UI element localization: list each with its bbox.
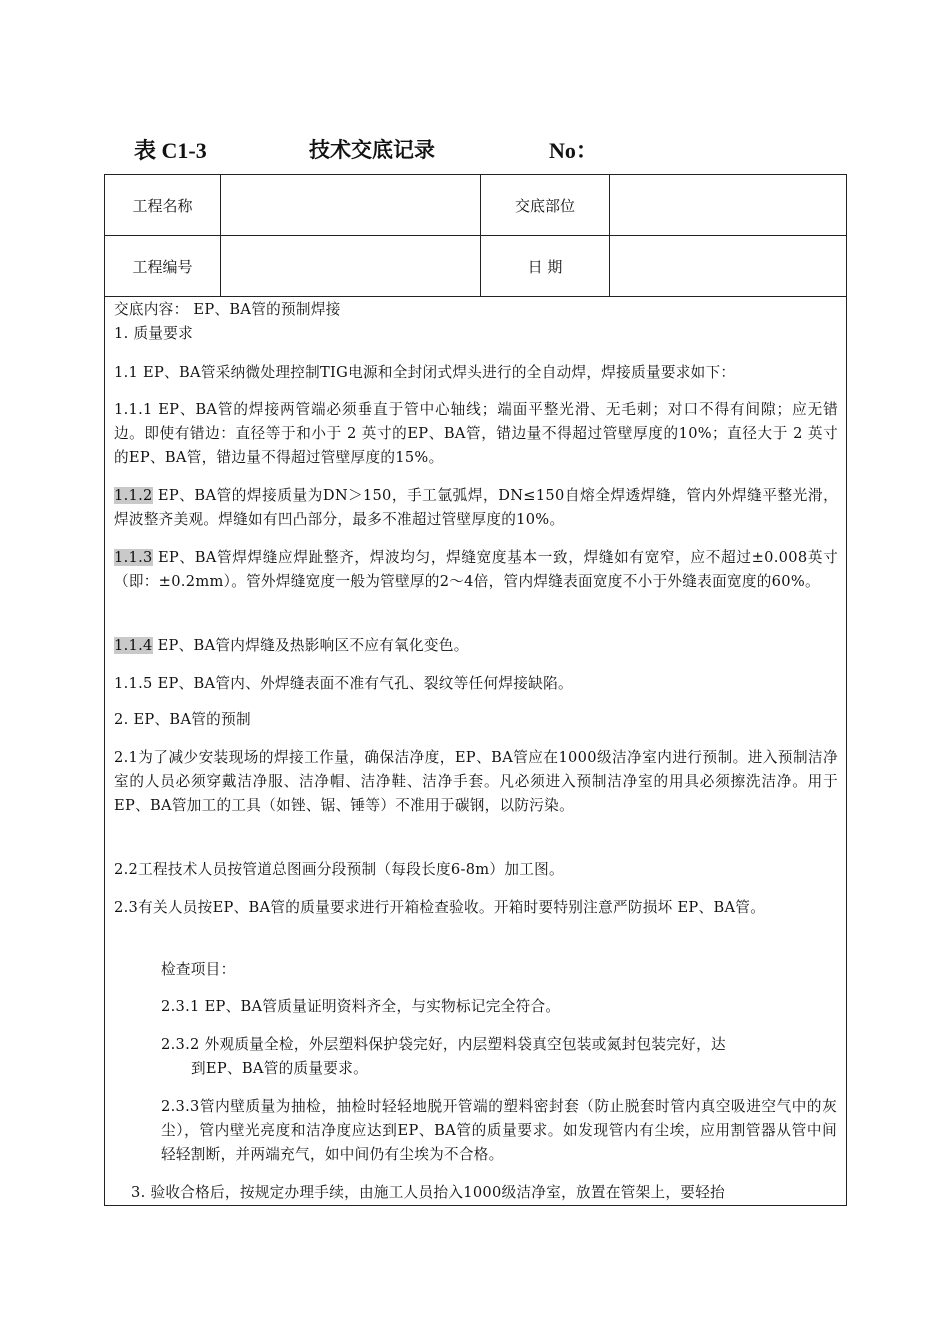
section-3-paragraph: 3. 验收合格后，按规定办理手续，由施工人员抬入1000级洁净室，放置在管架上，要轻抬 <box>131 1184 725 1201</box>
date-label: 日 期 <box>481 236 610 297</box>
paragraph-2-3-3: 2.3.3管内壁质量为抽检，抽检时轻轻地脱开管端的塑料密封套（防止脱套时管内真空吸进空气中的灰尘），管内壁光亮度和洁净度应达到EP、BA管的质量要求。如发现管内有尘埃，应用割管器从管中间轻轻割断，并两端充气，如中间仍有尘埃为不合格。 <box>161 1098 837 1163</box>
paragraph-1-1-4 <box>114 634 838 658</box>
paragraph-text: EP、BA管内焊缝及热影响区不应有氧化变色。 <box>152 637 469 654</box>
header-row-1 <box>105 175 847 236</box>
paragraph-1-1-5: 1.1.5 EP、BA管内、外焊缝表面不准有气孔、裂纹等任何焊接缺陷。 <box>114 675 573 692</box>
section-1-heading: 1. 质量要求 <box>114 325 194 342</box>
date-field[interactable] <box>610 236 847 297</box>
paragraph-2-2: 2.2工程技术人员按管道总图画分段预制（每段长度6-8m）加工图。 <box>114 861 564 878</box>
record-number-label: No： <box>549 138 598 163</box>
highlight-number: 1.1.2 <box>114 487 153 504</box>
paragraph-1-1-3 <box>114 546 838 594</box>
paragraph-text: EP、BA管焊焊缝应焊趾整齐，焊波均匀，焊缝宽度基本一致，焊缝如有宽窄，应不超过±0.008英寸（即：±0.2mm）。管外焊缝宽度一般为管壁厚的2～4倍，管内焊缝表面宽度不小于外缝表面宽度的60%。 <box>114 549 838 590</box>
form-code: 表 C1-3 <box>134 138 207 163</box>
paragraph-2-3-2 <box>161 1033 837 1081</box>
paragraph-line-1: 2.3.2 外观质量全检，外层塑料保护袋完好，内层塑料袋真空包装或氮封包装完好，达 <box>161 1036 726 1053</box>
paragraph-text: EP、BA管的焊接质量为DN＞150，手工氩弧焊，DN≤150自熔全焊透焊缝，管内外焊缝平整光滑，焊波整齐美观。焊缝如有凹凸部分，最多不准超过管壁厚度的10%。 <box>114 487 838 528</box>
paragraph-2-3: 2.3有关人员按EP、BA管的质量要求进行开箱检查验收。开箱时要特别注意严防损坏 EP、BA管。 <box>114 899 766 916</box>
paragraph-2-1: 2.1为了减少安装现场的焊接工作量，确保洁净度，EP、BA管应在1000级洁净室内进行预制。进入预制洁净室的人员必须穿戴洁净服、洁净帽、洁净鞋、洁净手套。凡必须进入预制洁净室的用具必须擦洗洁净。用于EP、BA管加工的工具（如锉、锯、锤等）不准用于碳钢，以防污染。 <box>114 749 838 814</box>
content-box <box>104 296 847 1206</box>
location-field[interactable] <box>610 175 847 236</box>
section-2-heading: 2. EP、BA管的预制 <box>114 711 251 728</box>
paragraph-line-2: 到EP、BA管的质量要求。 <box>191 1060 368 1077</box>
document-title-row <box>0 134 950 166</box>
highlight-number: 1.1.4 <box>114 637 153 654</box>
project-name-field[interactable] <box>221 175 481 236</box>
content-intro: 交底内容： EP、BA管的预制焊接 <box>114 301 341 318</box>
location-label: 交底部位 <box>481 175 610 236</box>
paragraph-1-1-1: 1.1.1 EP、BA管的焊接两管端必须垂直于管中心轴线；端面平整光滑、无毛刺；对口不得有间隙；应无错边。即使有错边：直径等于和小于 2 英寸的EP、BA管，错边量不得超过管壁厚度的10%；直径大于 2 英寸的EP、BA管，错边量不得超过管壁厚度的15%。 <box>114 401 838 466</box>
header-row-2 <box>105 236 847 297</box>
highlight-number: 1.1.3 <box>114 549 153 566</box>
header-table <box>104 174 847 297</box>
paragraph-2-3-1: 2.3.1 EP、BA管质量证明资料齐全，与实物标记完全符合。 <box>161 998 561 1015</box>
project-no-field[interactable] <box>221 236 481 297</box>
page-title: 技术交底记录 <box>309 138 435 162</box>
check-items-title: 检查项目： <box>161 961 236 978</box>
project-no-label: 工程编号 <box>105 236 221 297</box>
paragraph-1-1-2 <box>114 484 838 532</box>
project-name-label: 工程名称 <box>105 175 221 236</box>
paragraph-1-1: 1.1 EP、BA管采纳微处理控制TIG电源和全封闭式焊头进行的全自动焊，焊接质量要求如下： <box>114 364 736 381</box>
